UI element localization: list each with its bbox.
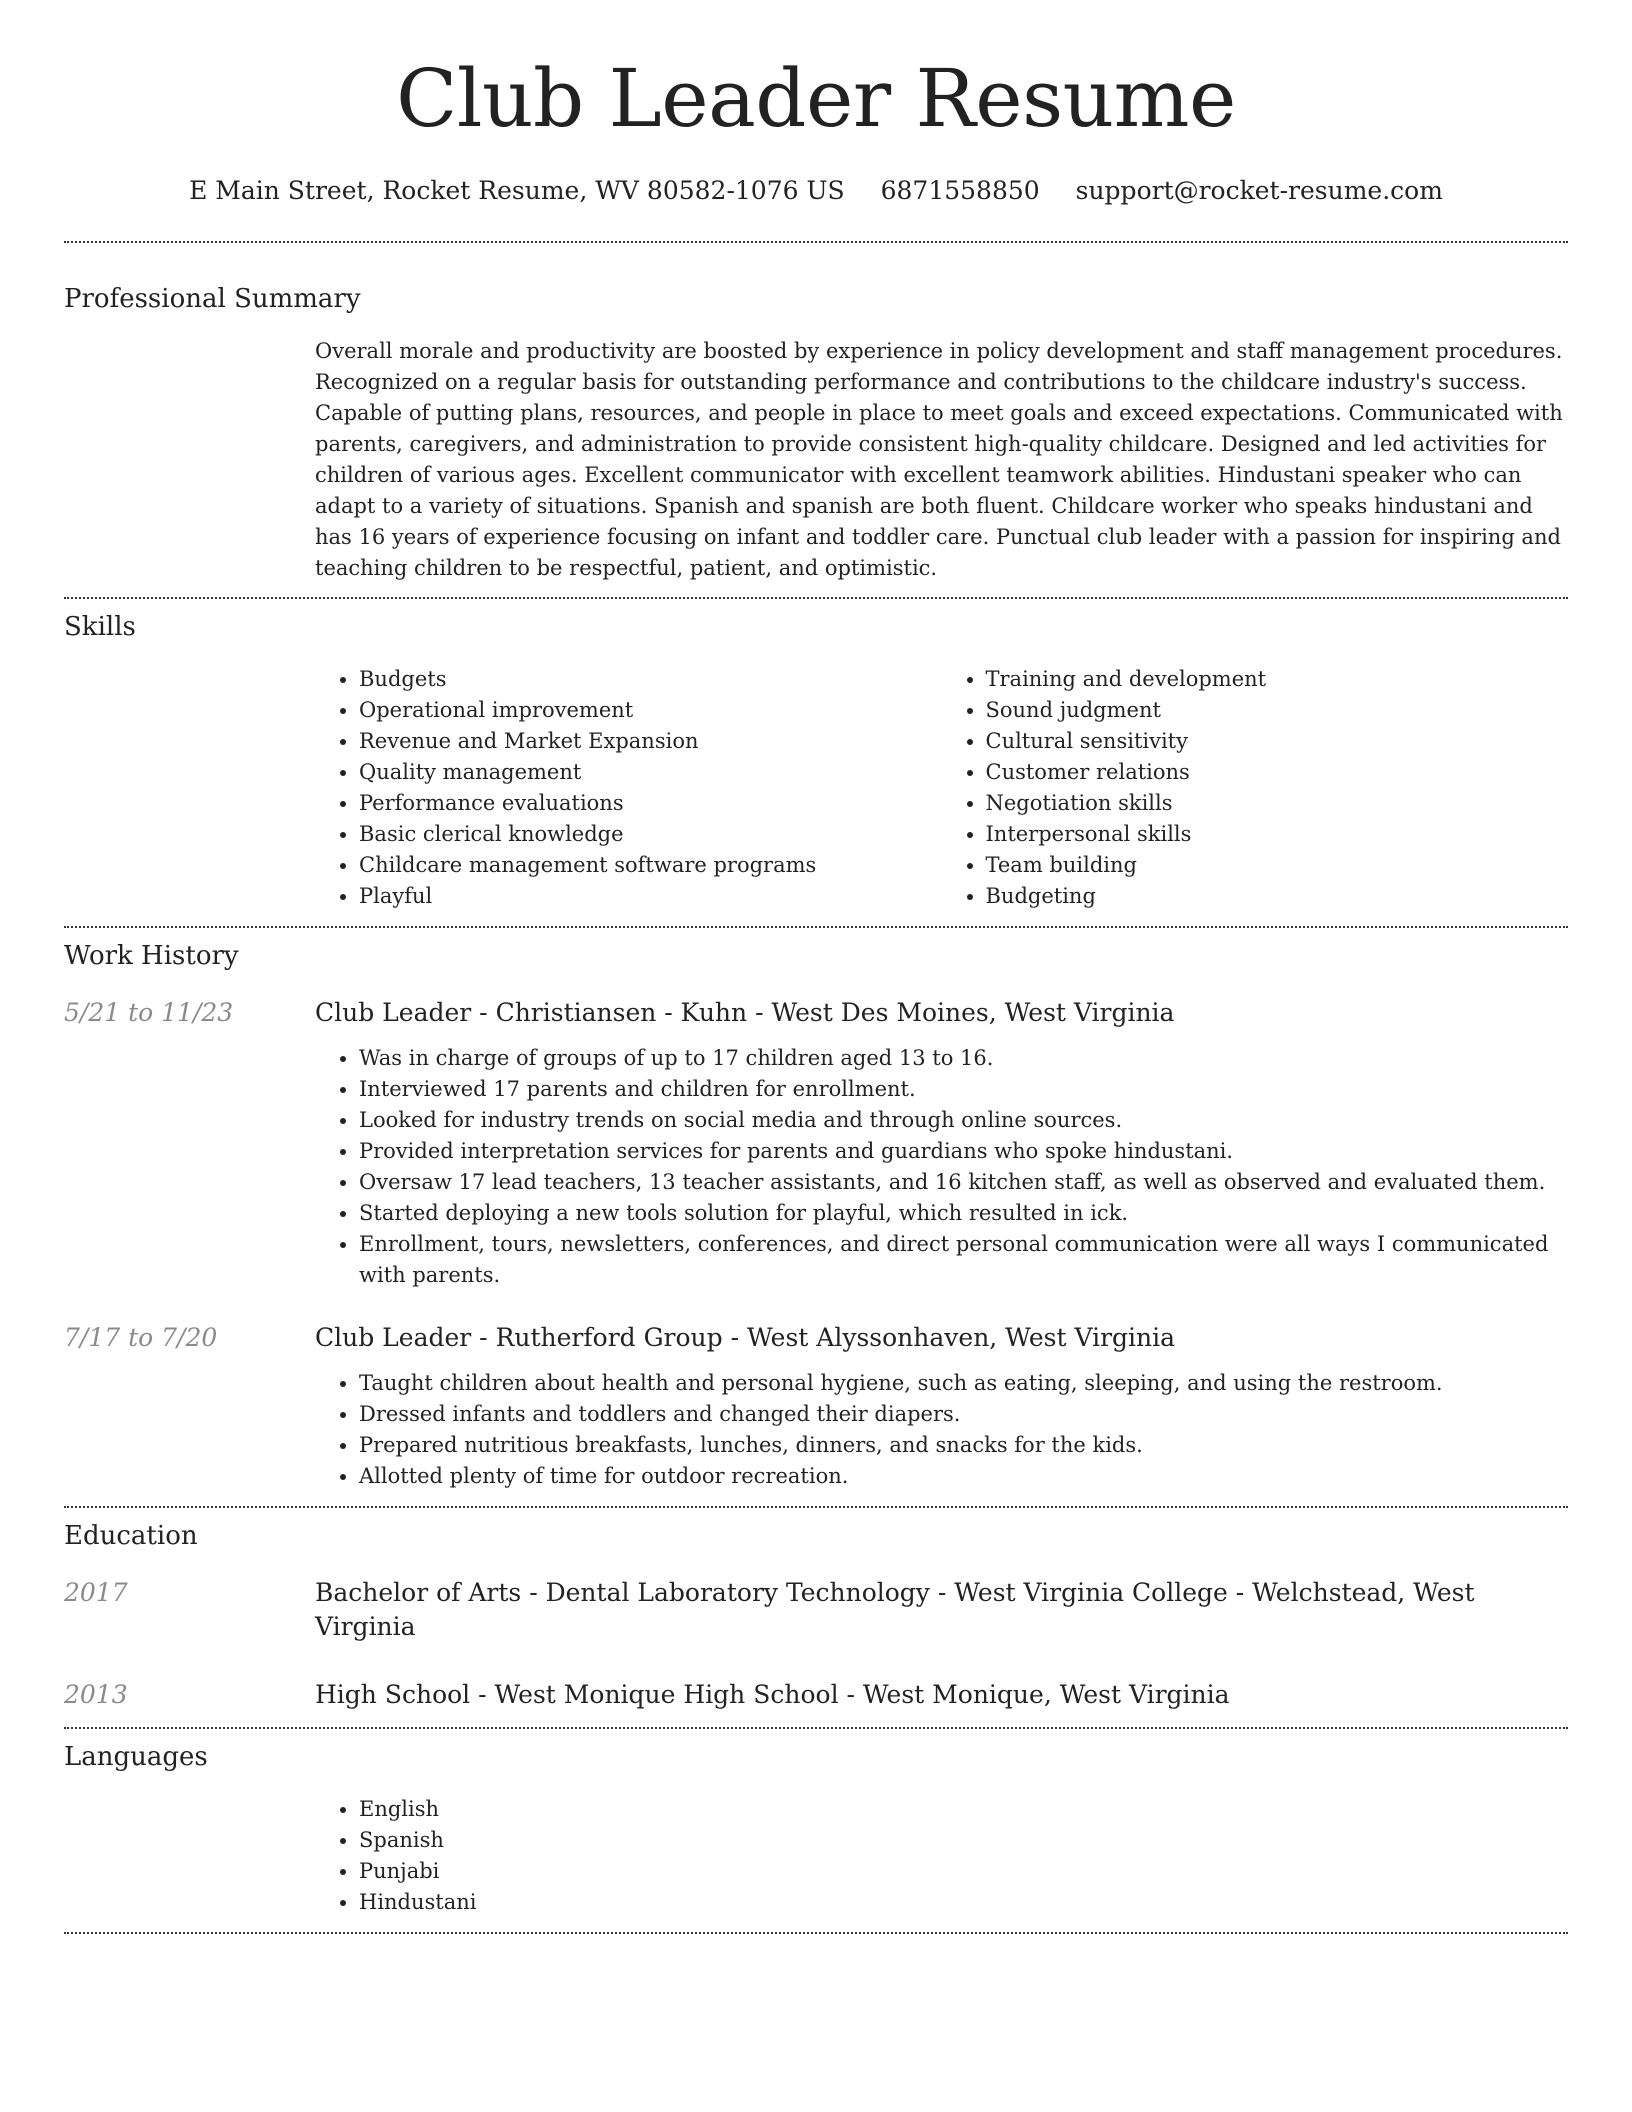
list-item: • Allotted plenty of time for outdoor recreation. — [359, 1461, 1568, 1492]
section-title-skills: Skills — [64, 612, 136, 642]
list-item: • English — [359, 1794, 1568, 1825]
education-title: Bachelor of Arts - Dental Laboratory Technology - West Virginia College - Welchstead, West Virginia — [315, 1578, 1475, 1641]
divider — [64, 241, 1568, 243]
list-item: • Revenue and Market Expansion — [359, 726, 942, 757]
list-item: • Interpersonal skills — [986, 819, 1569, 850]
education-entry — [64, 1576, 1568, 1644]
divider — [64, 926, 1568, 928]
list-item: • Punjabi — [359, 1856, 1568, 1887]
divider — [64, 1506, 1568, 1508]
list-item: • Negotiation skills — [986, 788, 1569, 819]
divider — [64, 597, 1568, 599]
list-item: • Customer relations — [986, 757, 1569, 788]
list-item: • Looked for industry trends on social media and through online sources. — [359, 1105, 1568, 1136]
list-item: • Budgeting — [986, 881, 1569, 912]
work-date: 7/17 to 7/20 — [64, 1323, 218, 1352]
list-item: • Performance evaluations — [359, 788, 942, 819]
skills-column-right — [942, 664, 1569, 912]
resume-title: Club Leader Resume — [396, 52, 1236, 145]
contact-line — [64, 174, 1568, 208]
list-item: • Was in charge of groups of up to 17 children aged 13 to 16. — [359, 1043, 1568, 1074]
skills-list — [315, 664, 1568, 912]
summary-text: Overall morale and productivity are boosted by experience in policy development and staff management procedures. Recognized on a regular basis for outstanding performance and contributions to the childcare industry's success. Capable of putting plans, resources, and people in place to meet goals and exceed expectations. Communicated with parents, caregivers, and administration to provide consistent high-quality childcare. Designed and led activities for children of various ages. Excellent communicator with excellent teamwork abilities. Hindustani speaker who can adapt to a variety of situations. Spanish and spanish are both fluent. Childcare worker who speaks hindustani and has 16 years of experience focusing on infant and toddler care. Punctual club leader with a passion for inspiring and teaching children to be respectful, patient, and optimistic. — [315, 339, 1563, 580]
list-item: • Playful — [359, 881, 942, 912]
list-item: • Quality management — [359, 757, 942, 788]
education-date: 2017 — [64, 1578, 128, 1607]
list-item: • Cultural sensitivity — [986, 726, 1569, 757]
list-item: • Started deploying a new tools solution for playful, which resulted in ick. — [359, 1198, 1568, 1229]
education-date: 2013 — [64, 1680, 128, 1709]
divider — [64, 1727, 1568, 1729]
email: support@rocket-resume.com — [1075, 176, 1443, 205]
divider — [64, 1932, 1568, 1934]
list-item: • Oversaw 17 lead teachers, 13 teacher assistants, and 16 kitchen staff, as well as observed and evaluated them. — [359, 1167, 1568, 1198]
list-item: • Sound judgment — [986, 695, 1569, 726]
skills-column-left — [315, 664, 942, 912]
address: E Main Street, Rocket Resume, WV 80582-1076 US — [189, 176, 845, 205]
list-item: • Enrollment, tours, newsletters, conferences, and direct personal communication were all ways I communicated with parents. — [359, 1229, 1568, 1291]
work-bullets — [315, 1368, 1568, 1492]
work-bullets — [315, 1043, 1568, 1291]
work-entry — [64, 996, 1568, 1291]
list-item: • Interviewed 17 parents and children for enrollment. — [359, 1074, 1568, 1105]
languages-list — [315, 1794, 1568, 1918]
list-item: • Spanish — [359, 1825, 1568, 1856]
phone: 6871558850 — [880, 176, 1040, 205]
list-item: • Provided interpretation services for parents and guardians who spoke hindustani. — [359, 1136, 1568, 1167]
list-item: • Prepared nutritious breakfasts, lunches, dinners, and snacks for the kids. — [359, 1430, 1568, 1461]
list-item: • Basic clerical knowledge — [359, 819, 942, 850]
list-item: • Training and development — [986, 664, 1569, 695]
section-title-summary: Professional Summary — [64, 284, 361, 314]
section-title-education: Education — [64, 1521, 198, 1551]
list-item: • Hindustani — [359, 1887, 1568, 1918]
work-date: 5/21 to 11/23 — [64, 998, 234, 1027]
list-item: • Childcare management software programs — [359, 850, 942, 881]
work-title: Club Leader - Rutherford Group - West Alyssonhaven, West Virginia — [315, 1323, 1176, 1352]
resume-page — [64, 0, 1568, 1934]
education-title: High School - West Monique High School - West Monique, West Virginia — [315, 1680, 1230, 1709]
work-entry — [64, 1321, 1568, 1492]
list-item: • Operational improvement — [359, 695, 942, 726]
section-title-languages: Languages — [64, 1742, 208, 1772]
section-title-work: Work History — [64, 941, 239, 971]
list-item: • Dressed infants and toddlers and changed their diapers. — [359, 1399, 1568, 1430]
list-item: • Budgets — [359, 664, 942, 695]
list-item: • Team building — [986, 850, 1569, 881]
work-title: Club Leader - Christiansen - Kuhn - West Des Moines, West Virginia — [315, 998, 1175, 1027]
list-item: • Taught children about health and personal hygiene, such as eating, sleeping, and using the restroom. — [359, 1368, 1568, 1399]
education-entry — [64, 1678, 1568, 1712]
